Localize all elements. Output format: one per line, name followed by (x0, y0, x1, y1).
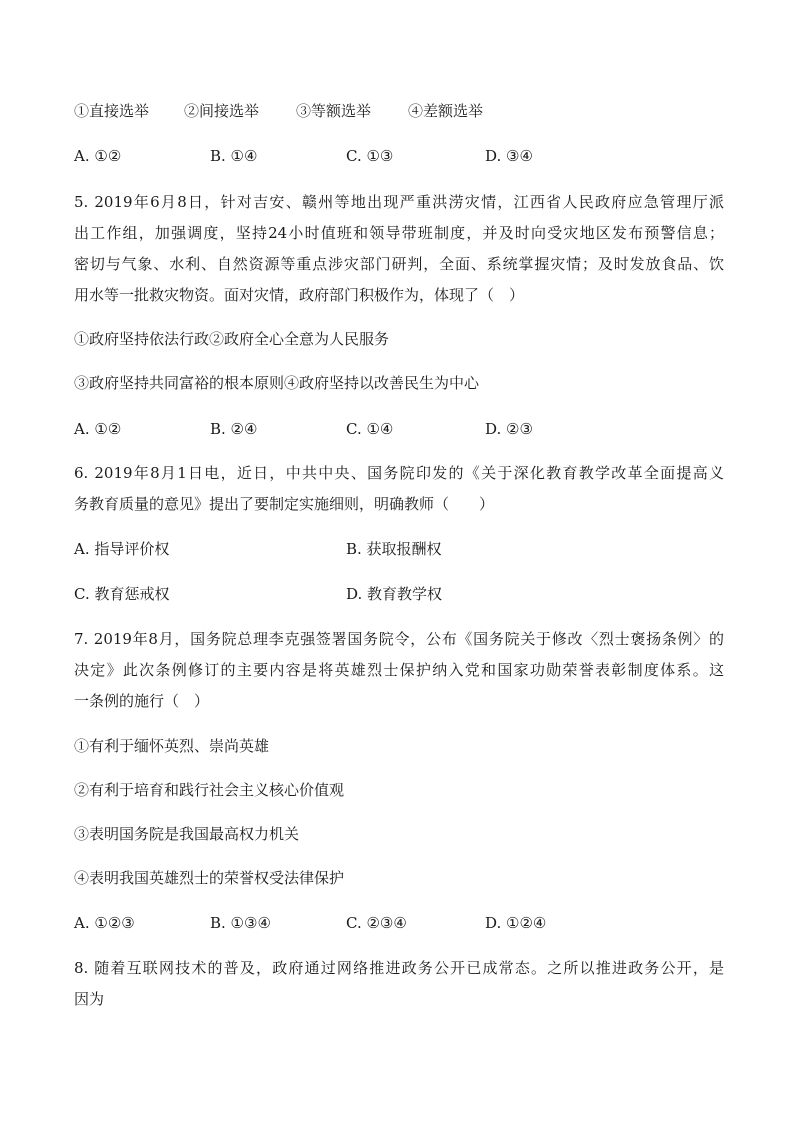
q4-item-4: ④差额选举 (408, 102, 484, 120)
q7-option-d: D. ①②④ (485, 914, 547, 932)
q7-option-c: C. ②③④ (346, 914, 407, 932)
q8-stem-line-1: 8. 随着互联网技术的普及，政府通过网络推进政务公开已成常态。之所以推进政务公开，是 (74, 959, 724, 977)
q5-option-d: D. ②③ (485, 420, 533, 438)
q5-option-a: A. ①② (74, 420, 122, 438)
q4-item-3: ③等额选举 (296, 102, 372, 120)
q7-stem-line-2: 决定》此次条例修订的主要内容是将英雄烈士保护纳入党和国家功勋荣誉表彰制度体系。这 (74, 661, 724, 679)
q8-stem-line-2: 因为 (74, 990, 105, 1008)
q7-option-a: A. ①②③ (74, 914, 135, 932)
q6-option-d: D. 教育教学权 (346, 585, 443, 603)
q5-item-line-2: ③政府坚持共同富裕的根本原则④政府坚持以改善民生为中心 (74, 374, 480, 392)
q7-stem-line-3: 一条例的施行（ ） (74, 692, 210, 710)
q7-item-line-3: ③表明国务院是我国最高权力机关 (74, 825, 300, 843)
q7-item-line-4: ④表明我国英雄烈士的荣誉权受法律保护 (74, 869, 345, 887)
q4-item-1: ①直接选举 (74, 102, 150, 120)
q6-option-c: C. 教育惩戒权 (74, 585, 170, 603)
q5-item-line-1: ①政府坚持依法行政②政府全心全意为人民服务 (74, 330, 390, 348)
q4-option-a: A. ①② (74, 147, 122, 165)
q7-item-line-2: ②有利于培育和践行社会主义核心价值观 (74, 781, 345, 799)
q5-stem-line-3: 密切与气象、水利、自然资源等重点涉灾部门研判，全面、系统掌握灾情；及时发放食品、饮 (74, 255, 724, 273)
q5-option-b: B. ②④ (210, 420, 258, 438)
q5-stem-line-1: 5. 2019年6月8日，针对吉安、赣州等地出现严重洪涝灾情，江西省人民政府应急管理厅派 (74, 193, 724, 211)
q5-stem-line-4: 用水等一批救灾物资。面对灾情，政府部门积极作为，体现了（ ） (74, 286, 525, 304)
q6-option-a: A. 指导评价权 (74, 540, 170, 558)
q4-option-c: C. ①③ (346, 147, 394, 165)
q7-item-line-1: ①有利于缅怀英烈、崇尚英雄 (74, 737, 270, 755)
q4-option-b: B. ①④ (210, 147, 258, 165)
q7-option-b: B. ①③④ (210, 914, 271, 932)
q5-stem-line-2: 出工作组，加强调度，坚持24小时值班和领导带班制度，并及时向受灾地区发布预警信息； (74, 224, 724, 242)
q7-stem-line-1: 7. 2019年8月，国务院总理李克强签署国务院令，公布《国务院关于修改〈烈士褒扬条例〉的 (74, 630, 724, 648)
q6-option-b: B. 获取报酬权 (346, 540, 442, 558)
q4-option-d: D. ③④ (485, 147, 533, 165)
q6-stem-line-2: 务教育质量的意见》提出了要制定实施细则，明确教师（ ） (74, 495, 495, 513)
q5-option-c: C. ①④ (346, 420, 394, 438)
q4-item-2: ②间接选举 (184, 102, 260, 120)
q6-stem-line-1: 6. 2019年8月1日电，近日，中共中央、国务院印发的《关于深化教育教学改革全面提高义 (74, 464, 724, 482)
